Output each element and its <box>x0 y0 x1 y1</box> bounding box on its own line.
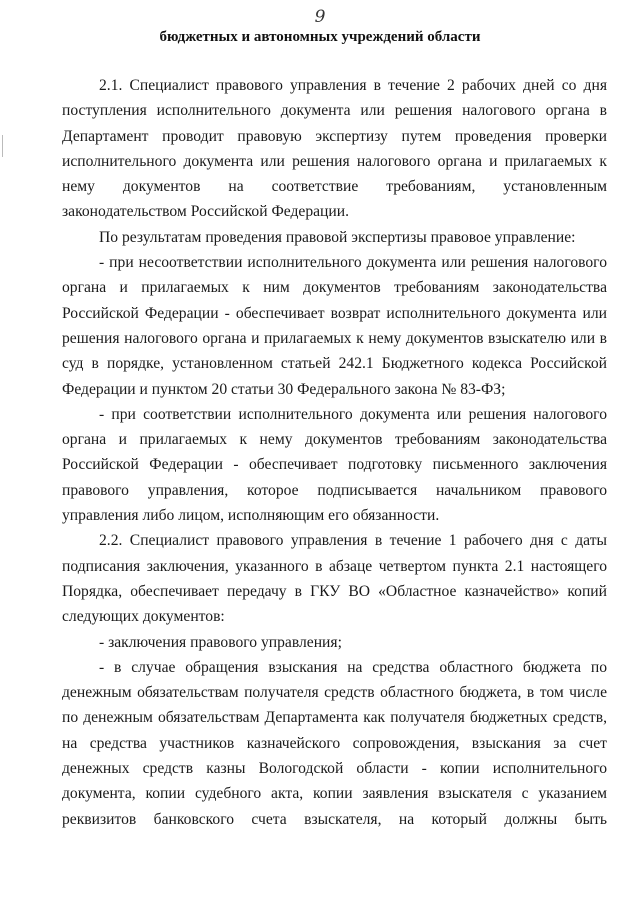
paragraph-line: подписания заключения, указанного в абзаце четвертом пункта 2.1 настоящего <box>62 557 607 575</box>
paragraph-line: денежных средств казны Вологодской области - копии исполнительного <box>62 760 607 778</box>
paragraph-line: поступления исполнительного документа или решения налогового органа в <box>62 102 607 120</box>
paragraph-line: органа и прилагаемых к нему документов требованиям законодательства <box>62 431 607 449</box>
paragraph-line: реквизитов банковского счета взыскателя, на который должны быть <box>62 810 607 828</box>
paragraph-line: Департамент проводит правовую экспертизу путем проведения проверки <box>62 127 607 145</box>
paragraph-line: Российской Федерации - обеспечивает возврат исполнительного документа или <box>62 304 607 322</box>
paragraph-line: правового управления, которое подписывается начальником правового <box>62 481 607 499</box>
paragraph-first-line: - в случае обращения взыскания на средства областного бюджета по <box>99 658 607 676</box>
paragraph-line: по денежным обязательствам Департамента как получателя бюджетных средств, <box>62 709 607 727</box>
document-body <box>62 73 607 832</box>
paragraph-line: органа и прилагаемых к ним документов требованиям законодательства <box>62 279 607 297</box>
paragraph-first-line: 2.2. Специалист правового управления в течение 1 рабочего дня с даты <box>99 532 607 550</box>
paragraph-line: Федерации и пунктом 20 статьи 30 Федерального закона № 83-ФЗ; <box>62 380 506 398</box>
paragraph-line: законодательством Российской Федерации. <box>62 203 349 221</box>
paragraph-line: исполнительного документа или решения налогового органа и прилагаемых к <box>62 152 607 170</box>
paragraph-first-line: 2.1. Специалист правового управления в течение 2 рабочих дней со дня <box>99 77 607 94</box>
paragraph-line: Российской Федерации - обеспечивает подготовку письменного заключения <box>62 456 607 474</box>
paragraph-line: Порядка, обеспечивает передачу в ГКУ ВО «Областное казначейство» копий <box>62 582 607 600</box>
paragraph-first-line: - при несоответствии исполнительного документа или решения налогового <box>99 254 607 272</box>
section-heading-continuation: бюджетных и автономных учреждений области <box>159 29 481 45</box>
paragraph-line: следующих документов: <box>62 608 225 626</box>
paragraph-line: нему документов на соответствие требованиям, установленным <box>62 178 607 196</box>
page-number: 9 <box>314 7 326 27</box>
paragraph-line: управления либо лицом, исполняющим его обязанности. <box>62 507 440 525</box>
paragraph-line: документа, копии судебного акта, копии заявления взыскателя с указанием <box>62 785 607 803</box>
paragraph-line: решения налогового органа и прилагаемых к нему документов взыскателю или в <box>62 329 607 347</box>
paragraph-first-line: - при соответствии исполнительного документа или решения налогового <box>99 405 607 423</box>
paragraph-line: денежным обязательствам получателя средств областного бюджета, в том числе <box>62 684 607 702</box>
paragraph-first-line: - заключения правового управления; <box>99 633 342 651</box>
paragraph-first-line: По результатам проведения правовой экспертизы правовое управление: <box>99 228 576 246</box>
scan-margin-mark <box>2 135 3 157</box>
paragraph-line: суд в порядке, установленном статьей 242.1 Бюджетного кодекса Российской <box>62 355 607 373</box>
paragraph-line: на средства участников казначейского сопровождения, взыскания за счет <box>62 734 607 752</box>
